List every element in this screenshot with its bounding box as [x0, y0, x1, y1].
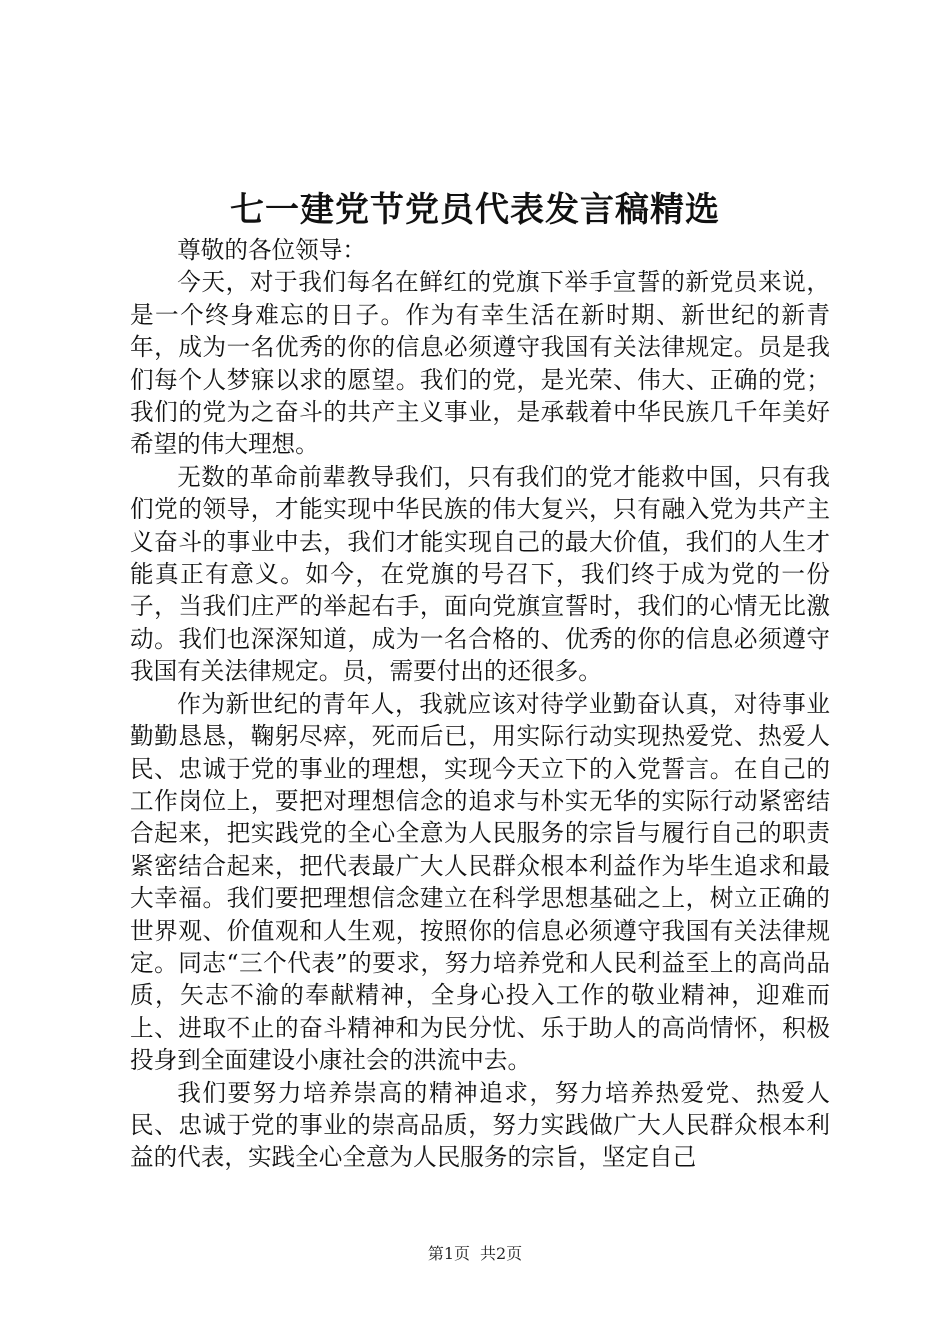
- paragraph-2: 无数的革命前辈教导我们，只有我们的党才能救中国，只有我们党的领导，才能实现中华民族的伟大复兴，只有融入党为共产主义奋斗的事业中去，我们才能实现自己的最大价值，我们的人生才能真正有意义。如今，在党旗的号召下，我们终于成为党的一份子，当我们庄严的举起右手，面向党旗宣誓时，我们的心情无比激动。我们也深深知道，成为一名合格的、优秀的你的信息必须遵守我国有关法律规定。员，需要付出的还很多。: [130, 462, 830, 686]
- document-body: [130, 234, 830, 1174]
- paragraph-4: 我们要努力培养崇高的精神追求，努力培养热爱党、热爱人民、忠诚于党的事业的崇高品质，努力实践做广大人民群众根本利益的代表，实践全心全意为人民服务的宗旨，坚定自己: [130, 1078, 830, 1172]
- page-footer: [0, 1243, 950, 1265]
- salutation: 尊敬的各位领导：: [177, 236, 366, 264]
- page-number-total: 共2页: [480, 1244, 523, 1263]
- page-number-current: 第1页: [427, 1244, 470, 1263]
- paragraph-3: 作为新世纪的青年人，我就应该对待学业勤奋认真，对待事业勤勤恳恳，鞠躬尽瘁，死而后已，用实际行动实现热爱党、热爱人民、忠诚于党的事业的理想，实现今天立下的入党誓言。在自己的工作岗位上，要把对理想信念的追求与朴实无华的实际行动紧密结合起来，把实践党的全心全意为人民服务的宗旨与履行自己的职责紧密结合起来，把代表最广大人民群众根本利益作为毕生追求和最大幸福。我们要把理想信念建立在科学思想基础之上，树立正确的世界观、价值观和人生观，按照你的信息必须遵守我国有关法律规定。同志“三个代表”的要求，努力培养党和人民利益至上的高尚品质，矢志不渝的奉献精神，全身心投入工作的敬业精神，迎难而上、进取不止的奋斗精神和为民分忧、乐于助人的高尚情怀，积极投身到全面建设小康社会的洪流中去。: [130, 689, 830, 1075]
- paragraph-1: 今天，对于我们每名在鲜红的党旗下举手宣誓的新党员来说，是一个终身难忘的日子。作为有幸生活在新时期、新世纪的新青年，成为一名优秀的你的信息必须遵守我国有关法律规定。员是我们每个人梦寐以求的愿望。我们的党，是光荣、伟大、正确的党；我们的党为之奋斗的共产主义事业，是承载着中华民族几千年美好希望的伟大理想。: [130, 268, 830, 459]
- document-title: 七一建党节党员代表发言稿精选: [230, 190, 720, 230]
